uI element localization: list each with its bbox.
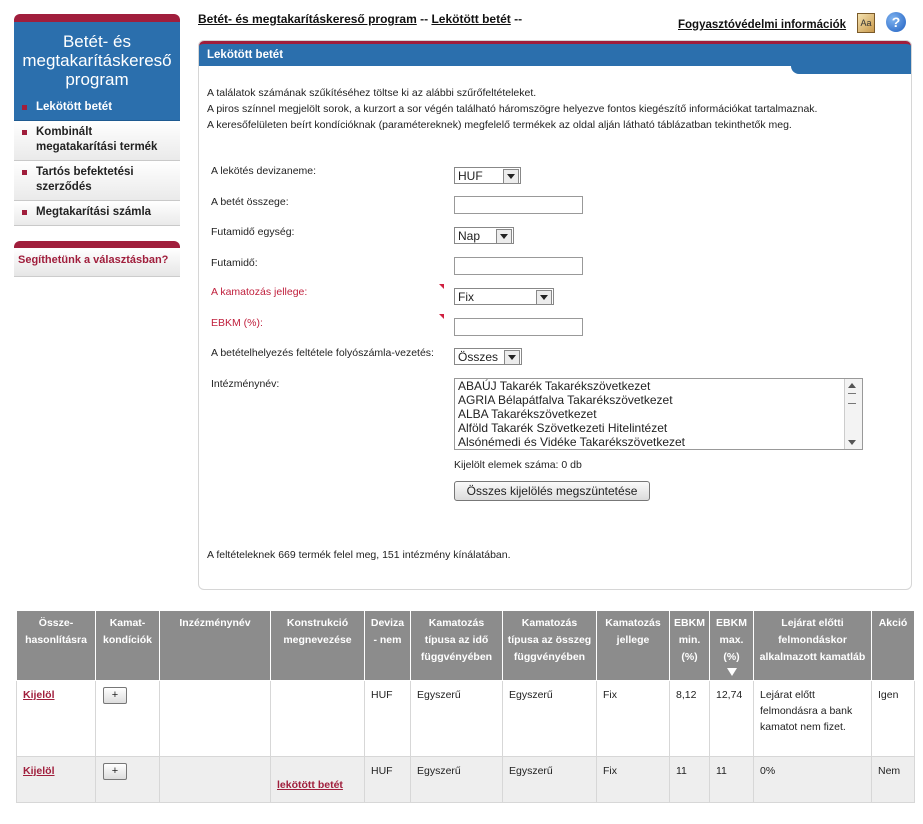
term-unit-label: Futamidő egység:: [211, 226, 295, 238]
character-cell: Fix: [597, 757, 670, 803]
select-cell: [17, 757, 96, 803]
institution-cell: [160, 681, 271, 757]
currency-cell: HUF: [365, 757, 411, 803]
interest-type-select[interactable]: [454, 288, 554, 305]
product-link[interactable]: lekötött betét: [277, 779, 343, 791]
consumer-info-link[interactable]: Fogyasztóvédelmi információk: [678, 19, 847, 31]
listbox-option[interactable]: Alsónémedi és Vidéke Takarékszövetkezet: [458, 435, 686, 449]
product-cell: [271, 681, 365, 757]
term-label: Futamidő:: [211, 257, 258, 269]
interest-type-label: A kamatozás jellege:: [211, 286, 308, 298]
col-header-ebkm-max[interactable]: [710, 611, 754, 681]
currency-select[interactable]: [454, 167, 521, 184]
sidebar-item-lekotott-betet[interactable]: [14, 96, 180, 121]
listbox-option[interactable]: Alföld Takarék Szövetkezeti Hitelintézet: [458, 421, 668, 435]
ebkm-input[interactable]: [454, 318, 583, 336]
ebkm-max-cell: 11: [710, 757, 754, 803]
early-termination-cell: Lejárat előtt felmondásra a bank kamatot nem fizet.: [754, 681, 872, 757]
sidebar-item-label: Kombinált megatakarítási termék: [36, 126, 158, 153]
term-unit-select[interactable]: [454, 227, 514, 244]
sort-desc-icon[interactable]: [727, 668, 737, 676]
term-input[interactable]: [454, 257, 583, 275]
sidebar-item-label: Megtakarítási számla: [36, 206, 152, 218]
col-header-early-termination: Lejárat előtti felmondáskor alkalmazott kamatláb: [754, 611, 872, 681]
institution-listbox[interactable]: [454, 378, 863, 450]
selected-count: Kijelölt elemek száma: 0 db: [454, 459, 582, 471]
currency-cell: HUF: [365, 681, 411, 757]
ebkm-max-cell: 12,74: [710, 681, 754, 757]
select-link[interactable]: Kijelöl: [23, 689, 55, 701]
intro-line: A keresőfelületen beírt kondícióknak (paramétereknek) megfelelő termékek az oldal alján látható táblázatban tekinthetők meg.: [207, 119, 792, 131]
dropdown-arrow-icon: [503, 169, 519, 184]
select-link[interactable]: Kijelöl: [23, 765, 55, 777]
breadcrumb-separator: --: [514, 12, 523, 26]
term-unit-select-value: Nap: [458, 229, 481, 243]
col-header-compare: Össze-hasonlításra: [17, 611, 96, 681]
sidebar-item-label: Tartós befektetési szerződés: [36, 166, 134, 193]
info-triangle-icon[interactable]: [439, 314, 444, 319]
ebkm-label: EBKM (%):: [211, 317, 263, 329]
interest-type-select-value: Fix: [458, 290, 474, 304]
col-header-amount-type: Kamatozás típusa az összeg függvényében: [503, 611, 597, 681]
account-condition-label: A betételhelyezés feltétele folyószámla-vezetés:: [211, 347, 434, 359]
col-header-time-type: Kamatozás típusa az idő függvényében: [411, 611, 503, 681]
conditions-cell: [96, 681, 160, 757]
scroll-down-icon[interactable]: [848, 440, 856, 445]
bullet-icon: [22, 210, 27, 215]
scroll-up-icon[interactable]: [848, 383, 856, 388]
results-table: [16, 610, 915, 803]
time-type-cell: Egyszerű: [411, 757, 503, 803]
dictionary-book-icon[interactable]: Aa: [857, 13, 875, 33]
info-triangle-icon[interactable]: [439, 284, 444, 289]
table-row: [17, 681, 915, 757]
result-summary: A feltételeknek 669 termék felel meg, 151 intézmény kínálatában.: [207, 549, 511, 561]
intro-line: A találatok számának szűkítéséhez töltse ki az alábbi szűrőfeltételeket.: [207, 87, 537, 99]
bullet-icon: [22, 105, 27, 110]
breadcrumb-program-link[interactable]: Betét- és megtakarításkereső program: [198, 12, 417, 26]
table-row: [17, 757, 915, 803]
early-termination-cell: 0%: [754, 757, 872, 803]
intro-text: [207, 85, 817, 133]
character-cell: Fix: [597, 681, 670, 757]
time-type-cell: Egyszerű: [411, 681, 503, 757]
app-title: Betét- és megtakarításkereső program: [14, 14, 180, 96]
col-header-ebkm-max-label: EBKM max. (%): [716, 617, 747, 663]
col-header-character: Kamatozás jellege: [597, 611, 670, 681]
dropdown-arrow-icon: [536, 290, 552, 305]
currency-label: A lekötés devizaneme:: [211, 165, 317, 177]
currency-select-value: HUF: [458, 169, 483, 183]
select-cell: [17, 681, 96, 757]
col-header-currency: Deviza - nem: [365, 611, 411, 681]
col-header-product: Konstrukció megnevezése: [271, 611, 365, 681]
sidebar: [14, 14, 180, 277]
amount-label: A betét összege:: [211, 196, 289, 208]
sidebar-item-tartos[interactable]: [14, 161, 180, 201]
help-question-icon[interactable]: ?: [886, 12, 906, 32]
ebkm-min-cell: 11: [670, 757, 710, 803]
bullet-icon: [22, 170, 27, 175]
account-condition-select-value: Összes: [458, 350, 499, 364]
col-header-conditions: Kamat-kondíciók: [96, 611, 160, 681]
breadcrumb-current-link[interactable]: Lekötött betét: [431, 12, 511, 26]
col-header-promo: Akció: [872, 611, 915, 681]
listbox-option[interactable]: ABAÚJ Takarék Takarékszövetkezet: [458, 379, 651, 393]
listbox-option[interactable]: AGRIA Bélapátfalva Takarékszövetkezet: [458, 393, 673, 407]
promo-cell: Nem: [872, 757, 915, 803]
col-header-ebkm-min[interactable]: EBKM min. (%): [670, 611, 710, 681]
dropdown-arrow-icon: [496, 229, 512, 244]
help-choice-link[interactable]: Segíthetünk a választásban?: [14, 241, 180, 277]
institution-cell: [160, 757, 271, 803]
account-condition-select[interactable]: [454, 348, 522, 365]
intro-line: A piros színnel megjelölt sorok, a kurzort a sor végén található háromszögre helyezve fontos kiegészítő információkat tartalmaznak.: [207, 103, 818, 115]
panel-title: Lekötött betét: [199, 41, 911, 66]
expand-plus-button[interactable]: +: [103, 763, 127, 780]
breadcrumb-separator: --: [420, 12, 432, 26]
breadcrumb: [198, 12, 522, 26]
filter-panel: [198, 40, 912, 590]
clear-selection-button[interactable]: Összes kijelölés megszüntetése: [454, 481, 650, 501]
dropdown-arrow-icon: [504, 350, 520, 365]
ebkm-min-cell: 8,12: [670, 681, 710, 757]
expand-plus-button[interactable]: +: [103, 687, 127, 704]
listbox-scrollbar[interactable]: [844, 379, 862, 449]
scroll-thumb[interactable]: [848, 393, 856, 404]
col-header-institution: Inzézménynév: [160, 611, 271, 681]
top-bar: [198, 10, 910, 36]
amount-type-cell: Egyszerű: [503, 681, 597, 757]
sidebar-item-kombinalt[interactable]: [14, 121, 180, 161]
promo-cell: Igen: [872, 681, 915, 757]
amount-input[interactable]: [454, 196, 583, 214]
table-header-row: [17, 611, 915, 681]
sidebar-item-label: Lekötött betét: [36, 101, 113, 113]
listbox-option[interactable]: ALBA Takarékszövetkezet: [458, 407, 597, 421]
institution-label: Intézménynév:: [211, 378, 280, 390]
amount-type-cell: Egyszerű: [503, 757, 597, 803]
product-cell: [271, 757, 365, 803]
bullet-icon: [22, 130, 27, 135]
sidebar-item-megtakaritasi-szamla[interactable]: [14, 201, 180, 226]
conditions-cell: [96, 757, 160, 803]
